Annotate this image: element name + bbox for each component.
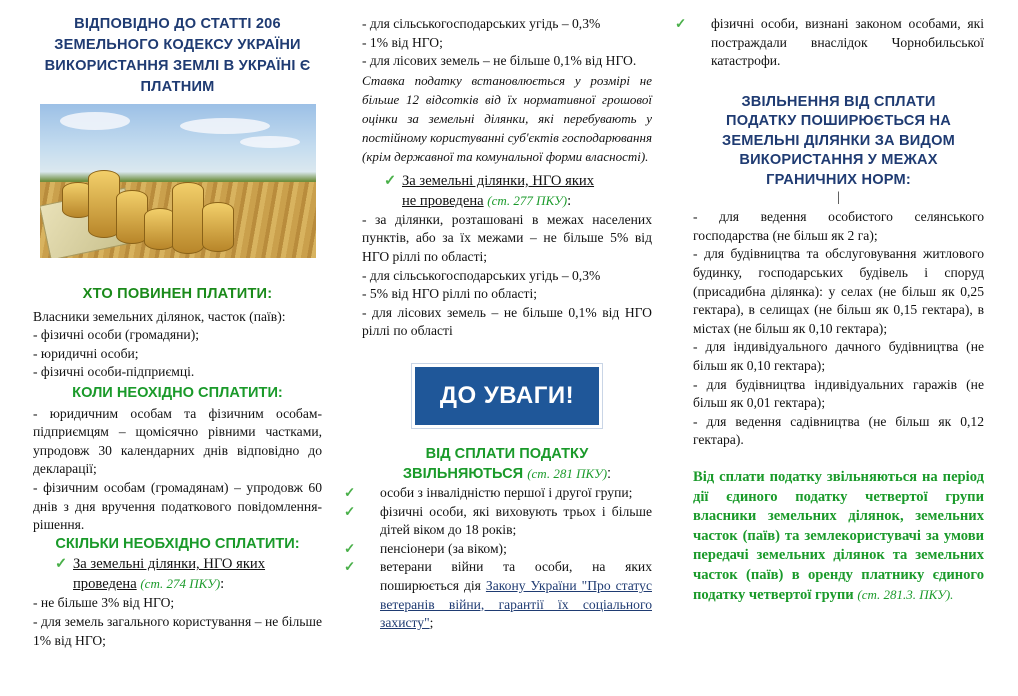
when-pay-heading: КОЛИ НЕОХІДНО СПЛАТИТИ: bbox=[72, 384, 283, 401]
ngo-not-conducted-line-b: не проведена bbox=[402, 192, 484, 209]
list-item: - для лісових земель – не більше 0,1% від НГО. bbox=[362, 53, 637, 69]
coin-stack-icon bbox=[172, 182, 204, 254]
single-tax-ref: (ст. 281.3. ПКУ). bbox=[857, 587, 954, 602]
how-much-heading: СКІЛЬКИ НЕОБХІДНО СПЛАТИТИ: bbox=[55, 535, 300, 552]
column-3 bbox=[675, 0, 984, 696]
list-item: - для індивідуального дачного будівництва (не більш як 0,10 гектара); bbox=[693, 339, 984, 374]
exempt-heading-line-1: ВІД СПЛАТИ ПОДАТКУ bbox=[425, 445, 589, 462]
text-cursor-mark: | bbox=[837, 189, 840, 205]
coin-stack-icon bbox=[88, 170, 120, 238]
list-item: - фізичним особам (громадянам) – упродовж 60 днів з дня вручення податкового повідомлення-рішення. bbox=[33, 479, 322, 533]
list-item: - для лісових земель – не більше 0,1% від НГО ріллі по області bbox=[362, 304, 652, 339]
list-item: - для сільськогосподарських угідь – 0,3% bbox=[362, 267, 601, 283]
coin-stack-icon bbox=[144, 208, 176, 250]
list-item: - для ведення садівництва (не більш як 0,12 гектара). bbox=[693, 413, 984, 448]
who-pay-heading: ХТО ПОВИНЕН ПЛАТИТИ: bbox=[82, 286, 273, 302]
list-item: - за ділянки, розташовані в межах населених пунктів, або за їх межами – не більше 5% від НГО ріллі по області; bbox=[362, 211, 652, 264]
check-icon: ✓ bbox=[55, 556, 68, 573]
norms-heading: ЗВІЛЬНЕННЯ ВІД СПЛАТИ ПОДАТКУ ПОШИРЮЄТЬСЯ НА ЗЕМЕЛЬНІ ДІЛЯНКИ ЗА ВИДОМ ВИКОРИСТАННЯ У МЕЖАХ ГРАНИЧНИХ НОРМ: bbox=[722, 93, 955, 188]
ngo-not-conducted-block bbox=[362, 172, 652, 211]
ngo-not-conducted-line-a: За земельні ділянки, НГО яких bbox=[402, 172, 595, 189]
colon: : bbox=[220, 576, 225, 593]
list-item: ✓ особи з інвалідністю першої і другої групи; bbox=[362, 484, 652, 503]
list-item: - для земель загального користування – не більше 1% від НГО; bbox=[33, 613, 322, 648]
ngo-conducted-line-b: проведена bbox=[73, 576, 137, 593]
exempt-heading bbox=[362, 445, 652, 484]
rate-italic-note: Ставка податку встановлюється у розмірі не більше 12 відсотків від їх нормативної грошової оцінки за земельні ділянки, які перебувають у постійному користуванні суб'єктів господарювання (крім державної та комунальної форми власності). bbox=[362, 72, 652, 164]
check-icon: ✓ bbox=[384, 172, 397, 189]
check-icon: ✓ bbox=[344, 540, 356, 556]
exempt-heading-line-2: ЗВІЛЬНЯЮТЬСЯ bbox=[402, 465, 524, 482]
ngo-conducted-block bbox=[33, 555, 322, 594]
ngo-conducted-ref: (ст. 274 ПКУ) bbox=[140, 576, 221, 592]
check-icon: ✓ bbox=[675, 16, 687, 31]
coin-stack-icon bbox=[202, 202, 234, 252]
list-item: - юридичним особам та фізичним особам-підприємцям – щомісячно рівними частками, упродовж 30 календарних днів відповідно до декларації; bbox=[33, 405, 322, 477]
ngo-conducted-line-a: За земельні ділянки, НГО яких bbox=[73, 556, 266, 573]
list-item: - для будівництва та обслуговування житлового будинку, господарських будівель і споруд (присадибна ділянка): у селах (не більш як 0,25 гектара), в селищах (не більш як 0,15 гектара), в містах (не більш як 0,10 гектара); bbox=[693, 246, 984, 336]
list-item: ✓ фізичні особи, які виховують трьох і більше дітей віком до 18 років; bbox=[344, 503, 652, 538]
colon: : bbox=[607, 465, 612, 482]
veterans-law-link[interactable]: Закону України "Про статус ветеранів війни, гарантії їх соціального захисту" bbox=[380, 577, 652, 631]
hero-image-coins-wheat-field bbox=[40, 104, 316, 258]
list-item: - фізичні особи (громадяни); bbox=[33, 327, 199, 343]
list-item: - не більше 3% від НГО; bbox=[33, 595, 175, 611]
list-item: - фізичні особи-підприємці. bbox=[33, 364, 195, 380]
list-item: - 1% від НГО; bbox=[362, 34, 443, 50]
list-item: - юридичні особи; bbox=[33, 345, 139, 361]
check-icon: ✓ bbox=[344, 484, 356, 500]
check-icon: ✓ bbox=[344, 503, 356, 519]
attention-banner: ДО УВАГИ! bbox=[415, 367, 599, 425]
list-item: ✓ пенсіонери (за віком); bbox=[362, 540, 652, 559]
column-2 bbox=[344, 0, 652, 696]
exempt-ref: (ст. 281 ПКУ) bbox=[527, 465, 608, 481]
list-item: - для будівництва індивідуальних гаражів (не більш як 0,01 гектара); bbox=[693, 376, 984, 411]
main-title: ВІДПОВІДНО ДО СТАТТІ 206 ЗЕМЕЛЬНОГО КОДЕКСУ УКРАЇНИ ВИКОРИСТАННЯ ЗЕМЛІ В УКРАЇНІ Є ПЛАТНИМ bbox=[44, 16, 311, 95]
colon: : bbox=[567, 192, 572, 209]
single-tax-exemption: Від сплати податку звільняються на період дії єдиного податку четвертої групи власники земельних ділянок, земельних часток (паїв) та землекористувачі за умови передачі земельних ділянок та земельних часток (паїв) в оренду платнику єдиного податку четвертої групи (ст. 281.3. ПКУ). bbox=[693, 469, 984, 603]
column-1 bbox=[33, 0, 322, 696]
list-item: - 5% від НГО ріллі по області; bbox=[362, 286, 538, 302]
who-pay-intro: Власники земельних ділянок, часток (паїв): bbox=[33, 308, 286, 324]
ngo-not-conducted-ref: (ст. 277 ПКУ) bbox=[487, 192, 568, 208]
list-item: - для ведення особистого селянського господарства (не більш як 2 га); bbox=[693, 209, 984, 243]
check-icon: ✓ bbox=[344, 559, 356, 575]
coin-stack-icon bbox=[116, 190, 148, 244]
list-item: ✓ фізичні особи, визнані законом особами, які постраждали внаслідок Чорнобильської катастрофи. bbox=[675, 16, 984, 69]
list-item: ✓ ветерани війни та особи, на яких поширюється дія Закону України "Про статус ветеранів війни, гарантії їх соціального захисту"; bbox=[344, 559, 652, 631]
list-item: - для сільськогосподарських угідь – 0,3% bbox=[362, 16, 601, 31]
